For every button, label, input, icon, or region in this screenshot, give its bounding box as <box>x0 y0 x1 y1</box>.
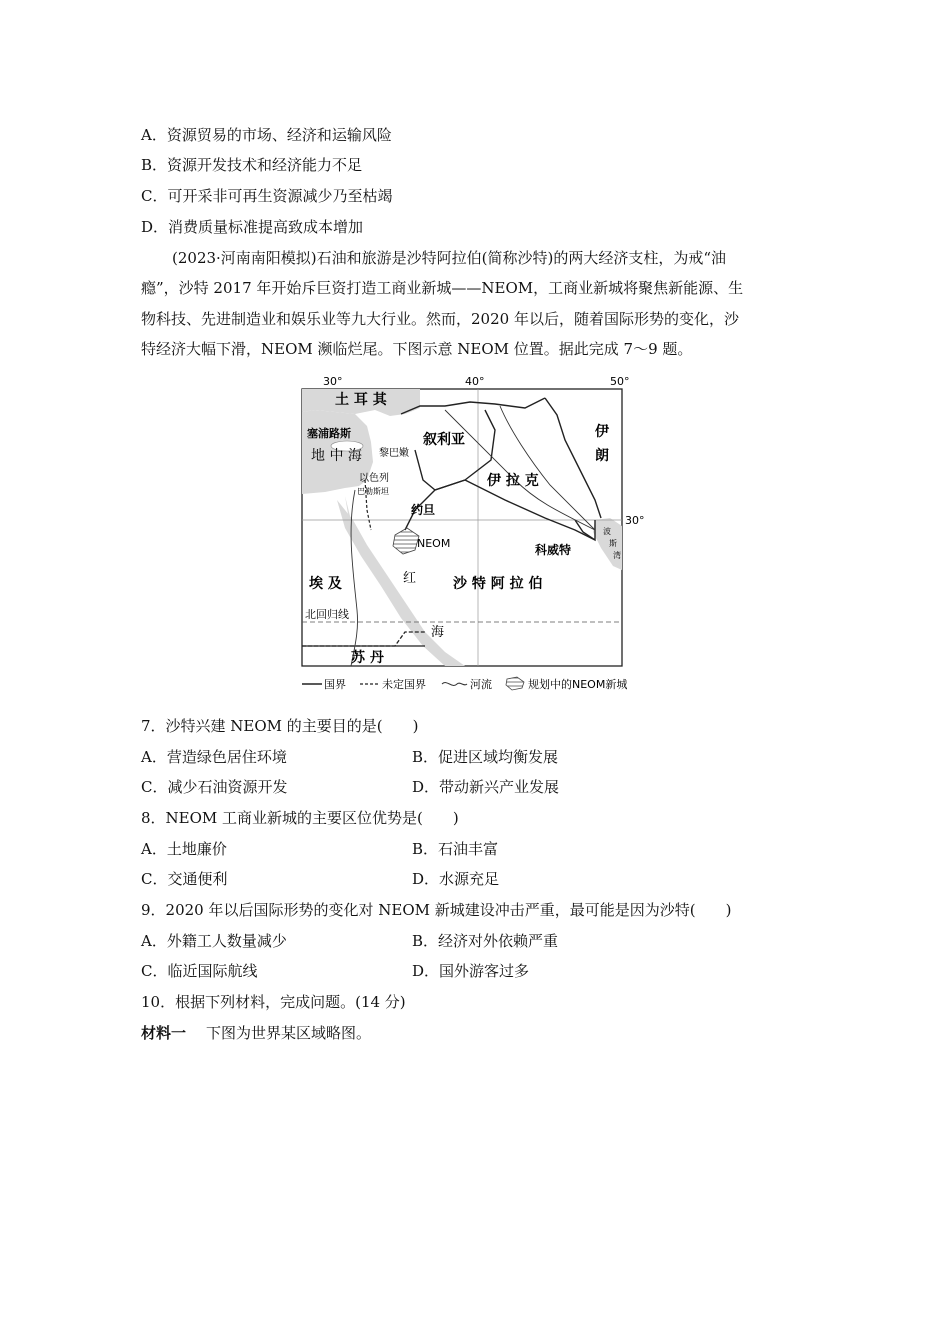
label-red-sea-1: 红 <box>403 571 417 586</box>
q8-option-b: B．石油丰富 <box>412 840 499 858</box>
label-iran-2: 朗 <box>595 448 609 464</box>
q9-option-c: C．临近国际航线 <box>141 962 258 980</box>
q10-material-1 <box>141 1023 371 1043</box>
legend-border: 国界 <box>324 678 346 691</box>
q9-option-d: D．国外游客过多 <box>412 962 530 980</box>
q6-option-c: C．可开采非可再生资源减少乃至枯竭 <box>141 187 393 205</box>
q9-stem: 9．2020 年以后国际形势的变化对 NEOM 新城建设冲击严重，最可能是因为沙特( ) <box>141 901 732 919</box>
q7-option-d: D．带动新兴产业发展 <box>412 778 560 796</box>
label-cyprus: 塞浦路斯 <box>307 427 351 440</box>
material-label: 材料一 <box>141 1024 187 1042</box>
label-lebanon: 黎巴嫩 <box>379 448 409 459</box>
lon-label-50: 50° <box>610 375 630 388</box>
q6-option-b: B．资源开发技术和经济能力不足 <box>141 156 363 174</box>
q9-option-a: A．外籍工人数量减少 <box>141 932 287 950</box>
label-persian-gulf-2: 斯 <box>609 539 617 548</box>
label-saudi: 沙 特 阿 拉 伯 <box>453 576 543 592</box>
label-syria: 叙利亚 <box>423 432 465 448</box>
lon-label-40: 40° <box>465 375 485 388</box>
label-tropic: 北回归线 <box>305 608 349 621</box>
q8-option-d: D．水源充足 <box>412 870 500 888</box>
q7-option-b: B．促进区域均衡发展 <box>412 748 559 766</box>
label-palestine: 巴勒斯坦 <box>357 487 389 496</box>
label-iran-1: 伊 <box>595 424 609 440</box>
label-mediterranean: 地 中 海 <box>311 448 362 464</box>
map-legend <box>302 677 627 691</box>
label-israel: 以色列 <box>359 473 389 484</box>
legend-undefined-border: 未定国界 <box>382 678 426 691</box>
q7-option-a: A．营造绿色居住环境 <box>141 748 287 766</box>
passage-line-1: (2023·河南南阳模拟)石油和旅游是沙特阿拉伯(简称沙特)的两大经济支柱，为戒“油 <box>172 249 727 267</box>
neom-location-map <box>295 370 650 700</box>
q8-option-c: C．交通便利 <box>141 870 228 888</box>
q7-stem: 7．沙特兴建 NEOM 的主要目的是( ) <box>141 717 419 735</box>
label-turkey: 土 耳 其 <box>335 392 387 408</box>
label-persian-gulf-3: 湾 <box>613 551 621 560</box>
passage-line-2: 瘾”，沙特 2017 年开始斥巨资打造工商业新城——NEOM，工商业新城将聚焦新能源、生 <box>141 279 744 297</box>
label-lat-30: 30° <box>625 514 645 527</box>
label-egypt: 埃 及 <box>309 576 342 592</box>
lon-label-30: 30° <box>323 375 343 388</box>
q9-option-b: B．经济对外依赖严重 <box>412 932 559 950</box>
label-kuwait: 科威特 <box>535 543 572 557</box>
q7-option-c: C．减少石油资源开发 <box>141 778 288 796</box>
label-neom: NEOM <box>417 537 451 550</box>
label-persian-gulf-1: 波 <box>603 527 611 536</box>
legend-neom-city: 规划中的NEOM新城 <box>528 678 628 691</box>
q6-option-d: D．消费质量标准提高致成本增加 <box>141 218 364 236</box>
q8-stem: 8．NEOM 工商业新城的主要区位优势是( ) <box>141 809 459 827</box>
label-iraq: 伊 拉 克 <box>487 473 539 489</box>
label-jordan: 约旦 <box>411 503 436 517</box>
q8-option-a: A．土地廉价 <box>141 840 227 858</box>
material-text: 下图为世界某区域略图。 <box>206 1024 372 1042</box>
legend-river: 河流 <box>470 678 492 691</box>
label-red-sea-2: 海 <box>431 625 445 640</box>
passage-line-4: 特经济大幅下滑，NEOM 濒临烂尾。下图示意 NEOM 位置。据此完成 7～9 题。 <box>141 340 693 358</box>
q10-stem: 10．根据下列材料，完成问题。(14 分) <box>141 993 406 1011</box>
passage-line-3: 物科技、先进制造业和娱乐业等九大行业。然而，2020 年以后，随着国际形势的变化，沙 <box>141 310 739 328</box>
q6-option-a: A．资源贸易的市场、经济和运输风险 <box>141 126 392 144</box>
label-sudan: 苏 丹 <box>351 650 384 666</box>
